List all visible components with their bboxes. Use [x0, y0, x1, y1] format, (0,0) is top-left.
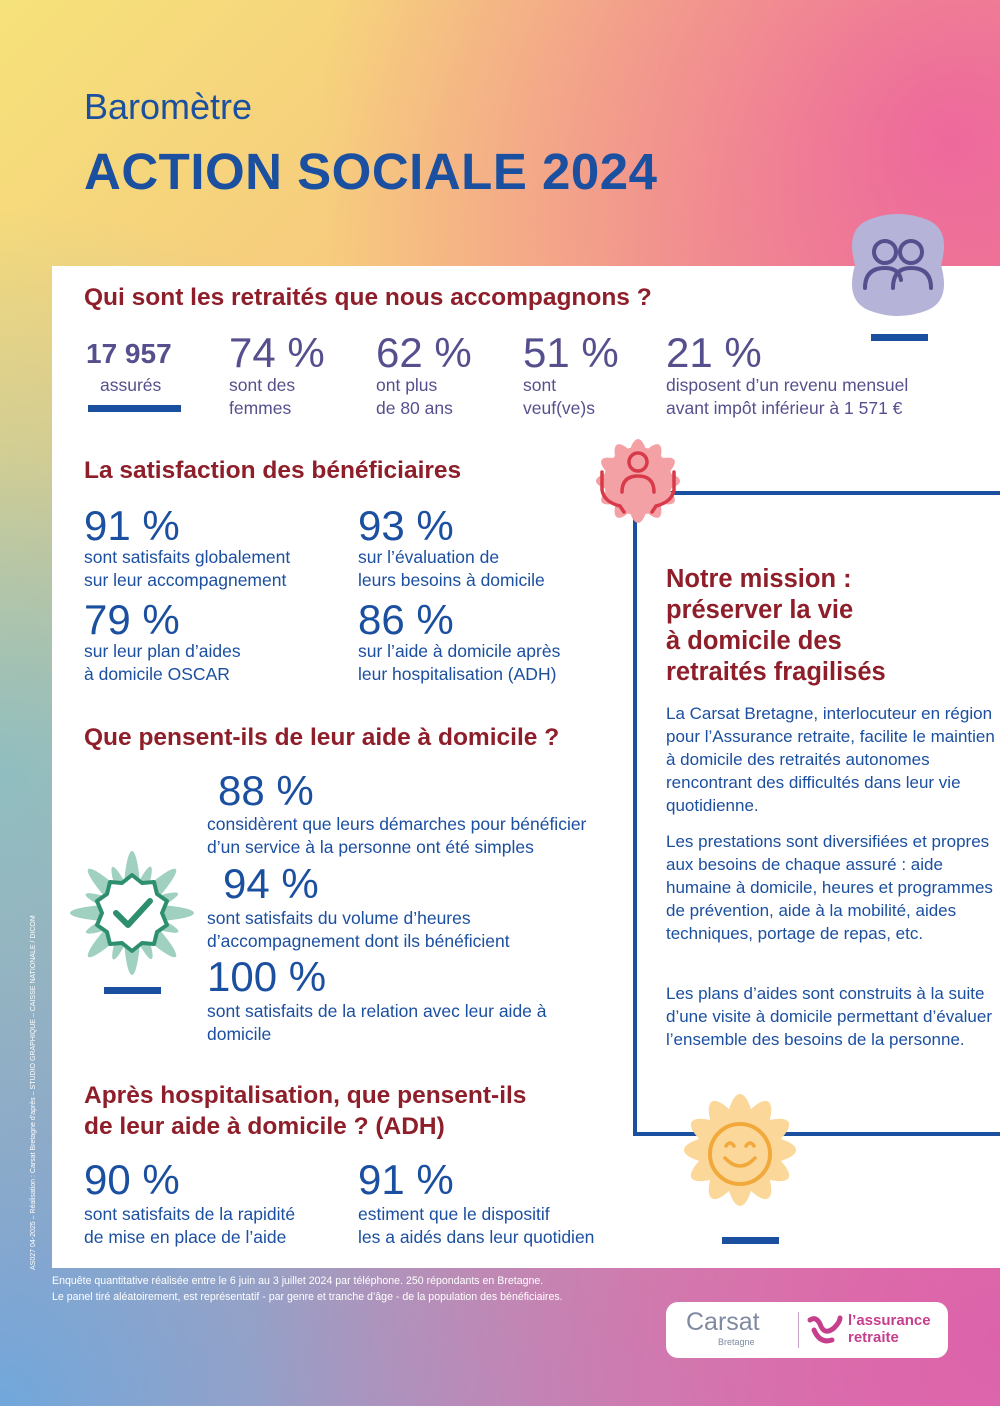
stat-oscar-label2: à domicile OSCAR	[84, 664, 230, 684]
logos-box	[666, 1302, 948, 1358]
stat-adh-label2: leur hospitalisation (ADH)	[358, 664, 557, 684]
mission-title-line3: à domicile des	[666, 627, 842, 655]
mission-paragraph-3: Les plans d’aides sont construits à la suite d’une visite à domicile permettant d’évaluer l’ensemble des besoins de la personne.	[666, 984, 993, 1049]
check-icon	[64, 845, 200, 981]
smiley-icon-bar	[722, 1237, 779, 1244]
stat-oscar-value: 79 %	[84, 596, 180, 643]
stat-volume-label2: d’accompagnement dont ils bénéficient	[207, 931, 510, 951]
stat-volume-label1: sont satisfaits du volume d’heures	[207, 908, 471, 928]
mission-title-line4: retraités fragilisés	[666, 658, 886, 686]
mission-title	[666, 564, 966, 688]
logo-separator	[798, 1312, 799, 1348]
stat-femmes-label1: sont des	[229, 375, 296, 395]
stat-80ans-value: 62 %	[376, 329, 472, 376]
stat-revenu-value: 21 %	[666, 329, 762, 376]
stat-assures-bar	[88, 405, 181, 412]
stat-adh-value: 86 %	[358, 596, 454, 643]
care-hands-icon	[572, 420, 704, 542]
stat-quotidien-value: 91 %	[358, 1156, 454, 1203]
section2-title: La satisfaction des bénéficiaires	[84, 457, 462, 484]
stat-quotidien-label1: estiment que le dispositif	[358, 1204, 550, 1224]
stat-relation-label1: sont satisfaits de la relation avec leur aide à	[207, 1001, 547, 1021]
stat-oscar-label1: sur leur plan d’aides	[84, 641, 241, 661]
stat-80ans-label1: ont plus	[376, 375, 438, 395]
assurance-retraite-logo-icon	[806, 1314, 844, 1346]
assurance-retraite-logo-line1: l’assurance	[848, 1312, 931, 1329]
mission-title-line2: préserver la vie	[666, 596, 854, 624]
stat-veufs-label2: veuf(ve)s	[523, 398, 595, 418]
stat-rapidite-label2: de mise en place de l’aide	[84, 1227, 287, 1247]
stat-revenu-label1: disposent d’un revenu mensuel	[666, 375, 909, 395]
stat-veufs-label1: sont	[523, 375, 557, 395]
footer-note-line1: Enquête quantitative réalisée entre le 6 juin au 3 juillet 2024 par téléphone. 250 répondants en Bretagne.	[52, 1275, 544, 1287]
stat-evaluation-value: 93 %	[358, 502, 454, 549]
production-credit: AS027 04-2025 – Réalisation : Carsat Bretagne d’après – STUDIO GRAPHIQUE – CAISSE NATIONALE / DICOM	[30, 915, 37, 1270]
stat-revenu-label2: avant impôt inférieur à 1 571 €	[666, 398, 903, 418]
mission-paragraph-2: Les prestations sont diversifiées et propres aux besoins de chaque assuré : aide humaine à domicile, heures et programmes de prévention, aide à la mobilité, aides techniques, portage de repas, etc.	[666, 832, 993, 943]
stat-demarches-label2: d’un service à la personne ont été simples	[207, 837, 534, 857]
stat-assures-value: 17 957	[86, 338, 172, 369]
stat-veufs-value: 51 %	[523, 329, 619, 376]
stat-quotidien-label2: les a aidés dans leur quotidien	[358, 1227, 595, 1247]
stat-satisfaits-value: 91 %	[84, 502, 180, 549]
stat-femmes-value: 74 %	[229, 329, 325, 376]
stat-rapidite-value: 90 %	[84, 1156, 180, 1203]
carsat-logo: Carsat	[686, 1308, 760, 1336]
stat-satisfaits-label2: sur leur accompagnement	[84, 570, 287, 590]
stat-volume-value: 94 %	[223, 860, 319, 907]
footer-note	[52, 1274, 672, 1305]
stat-80ans-label2: de 80 ans	[376, 398, 453, 418]
header-title: ACTION SOCIALE 2024	[84, 143, 658, 200]
footer-note-line2: Le panel tiré aléatoirement, est représentatif - par genre et tranche d’âge - de la population des bénéficiaires.	[52, 1290, 563, 1303]
stat-relation-value: 100 %	[207, 953, 327, 1000]
stat-evaluation-label1: sur l’évaluation de	[358, 547, 500, 567]
stat-satisfaits-label1: sont satisfaits globalement	[84, 547, 291, 567]
mission-title-line1: Notre mission :	[666, 565, 852, 593]
people-icon-bar	[871, 334, 928, 341]
stat-rapidite-label1: sont satisfaits de la rapidité	[84, 1204, 296, 1224]
stat-adh-label1: sur l’aide à domicile après	[358, 641, 561, 661]
carsat-logo-region: Bretagne	[718, 1337, 755, 1347]
stat-assures-label: assurés	[100, 375, 162, 395]
smiley-sun-icon	[680, 1090, 800, 1210]
stat-relation-label2: domicile	[207, 1024, 272, 1044]
assurance-retraite-logo-line2: retraite	[848, 1329, 899, 1346]
header-subtitle: Baromètre	[84, 86, 253, 127]
section4-title-line2: de leur aide à domicile ? (ADH)	[84, 1113, 445, 1140]
section1-title: Qui sont les retraités que nous accompagnons ?	[84, 284, 652, 311]
stat-evaluation-label2: leurs besoins à domicile	[358, 570, 545, 590]
people-icon	[843, 210, 953, 320]
stat-demarches-value: 88 %	[218, 767, 314, 814]
stat-femmes-label2: femmes	[229, 398, 292, 418]
section4-title-line1: Après hospitalisation, que pensent-ils	[84, 1082, 527, 1109]
check-icon-bar	[104, 987, 161, 994]
section3-title: Que pensent-ils de leur aide à domicile ?	[84, 724, 560, 751]
mission-paragraph-1: La Carsat Bretagne, interlocuteur en région pour l’Assurance retraite, facilite le maintien à domicile des retraités autonomes rencontrant des difficultés dans leur vie quotidienne.	[666, 704, 995, 815]
stat-demarches-label1: considèrent que leurs démarches pour bénéficier	[207, 814, 587, 834]
